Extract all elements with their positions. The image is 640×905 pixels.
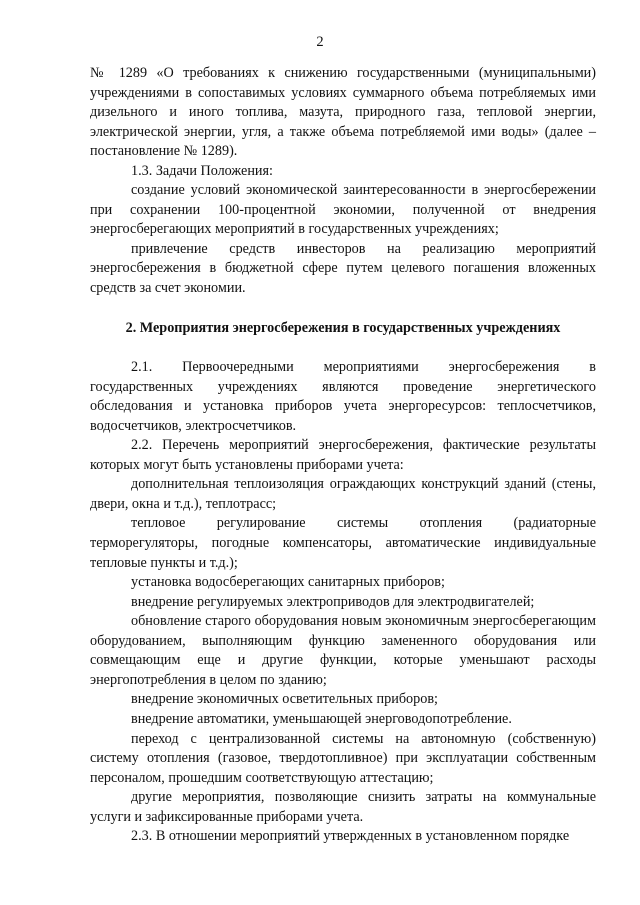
paragraph-2-1: 2.1. Первоочередными мероприятиями энергосбережения в государственных учреждениях являются проведение энергетического обследования и установка приборов учета энергоресурсов: теплосчетчиков, водосчетчиков, электросчетчиков. [90,359,596,434]
list-item-automation: внедрение автоматики, уменьшающей энерговодопотребление. [131,710,512,727]
paragraph-2-3: 2.3. В отношении мероприятий утвержденных в установленном порядке [131,828,570,845]
list-item-autonomous-heating: переход с централизованной системы на автономную (собственную) систему отопления (газовое, твердотопливное) при эксплуатации собственным персоналом, прошедшим соответствующую аттестацию; [90,730,596,786]
paragraph-task-2: привлечение средств инвесторов на реализацию мероприятий энергосбережения в бюджетной сфере путем целевого погашения вложенных средств за счет экономии. [90,240,596,297]
list-item-lighting: внедрение экономичных осветительных приборов; [131,691,438,708]
list-item-equipment-upgrade: обновление старого оборудования новым экономичным энергосберегающим оборудованием, выполняющим функцию замененного оборудования или совмещающим еще и другие функции, которые уменьшают расходы энергопотребления в целом по зданию; [90,613,596,688]
list-item-insulation: дополнительная теплоизоляция ограждающих конструкций зданий (стены, двери, окна и т.д.), теплотрасс; [90,476,596,512]
section-heading: 2. Мероприятия энергосбережения в государственных учреждениях [125,319,561,336]
paragraph-task-1: создание условий экономической заинтересованности в энергосбережении при сохранении 100-процентной экономии, полученной от внедрения энергосберегающих мероприятий в государственных учреждениях; [90,182,596,238]
paragraph-tasks-title: 1.3. Задачи Положения: [131,162,273,179]
list-item-other-measures: другие мероприятия, позволяющие снизить затраты на коммунальные услуги и зафиксированные приборами учета. [90,789,596,825]
page-number: 2 [316,34,324,50]
paragraph-2-2: 2.2. Перечень мероприятий энергосбережения, фактические результаты которых могут быть установлены приборами учета: [90,437,596,473]
list-item-heat-regulation: тепловое регулирование системы отопления (радиаторные терморегуляторы, погодные компенсаторы, автоматические индивидуальные тепловые пункты и т.д.); [90,515,596,571]
document-body [90,64,596,847]
list-item-water-saving: установка водосберегающих санитарных приборов; [131,574,445,591]
paragraph-resolution-reference: № 1289 «О требованиях к снижению государственными (муниципальными) учреждениями в сопоставимых условиях суммарного объема потребляемых ими дизельного и иного топлива, мазута, природного газа, тепловой энергии, электрической энергии, угля, а также объема потребляемой ими воды» (далее – постановление № 1289). [90,65,596,160]
list-item-electric-drives: внедрение регулируемых электроприводов для электродвигателей; [131,593,535,610]
